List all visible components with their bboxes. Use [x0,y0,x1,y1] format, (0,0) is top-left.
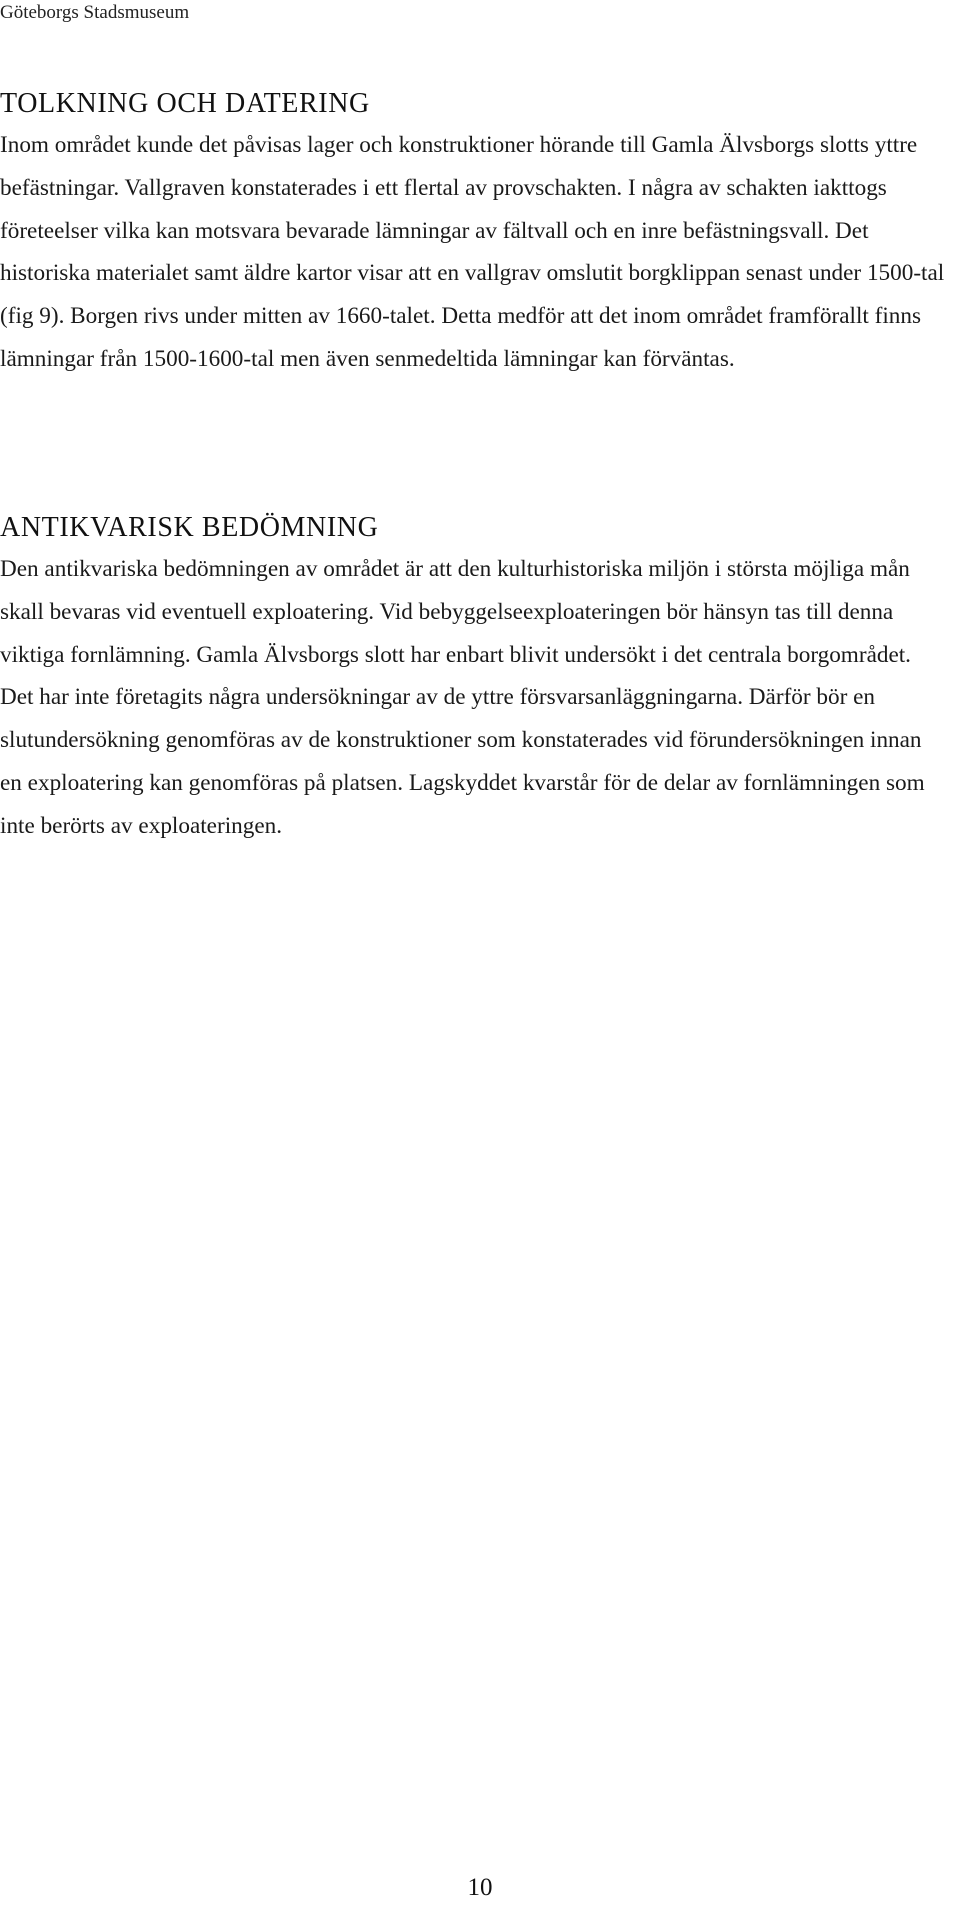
section-body-text: Den antikvariska bedömningen av området är att den kulturhistoriska miljön i största möjliga mån skall bevaras vid eventuell exploatering. Vid bebyggelseexploateringen bör hänsyn tas till denna viktiga fornlämning. Gamla Älvsborgs slott har enbart blivit undersökt i det centrala borgområdet. Det har inte företagits några undersökningar av de yttre försvarsanläggningarna. Därför bör en slutundersökning genomföras av de konstruktioner som konstaterades vid förundersökningen innan en exploatering kan genomföras på platsen. Lagskyddet kvarstår för de delar av fornlämningen som inte berörts av exploateringen. [0,556,925,839]
section-antikvarisk-bedomning [0,508,945,848]
section-heading: ANTIKVARISK BEDÖMNING [0,512,379,543]
page-number: 10 [467,1874,493,1901]
section-tolkning-och-datering [0,84,945,381]
section-body-text: Inom området kunde det påvisas lager och konstruktioner hörande till Gamla Älvsborgs slotts yttre befästningar. Vallgraven konstaterades i ett flertal av provschakten. I några av schakten iakttogs företeelser vilka kan motsvara bevarade lämningar av fältvall och en inre befästningsvall. Det historiska materialet samt äldre kartor visar att en vallgrav omslutit borgklippan senast under 1500-tal (fig 9). Borgen rivs under mitten av 1660-talet. Detta medför att det inom området framförallt finns lämningar från 1500-1600-tal men även senmedeltida lämningar kan förväntas. [0,132,945,372]
running-header: Göteborgs Stadsmuseum [0,2,190,23]
section-heading: TOLKNING OCH DATERING [0,88,370,119]
